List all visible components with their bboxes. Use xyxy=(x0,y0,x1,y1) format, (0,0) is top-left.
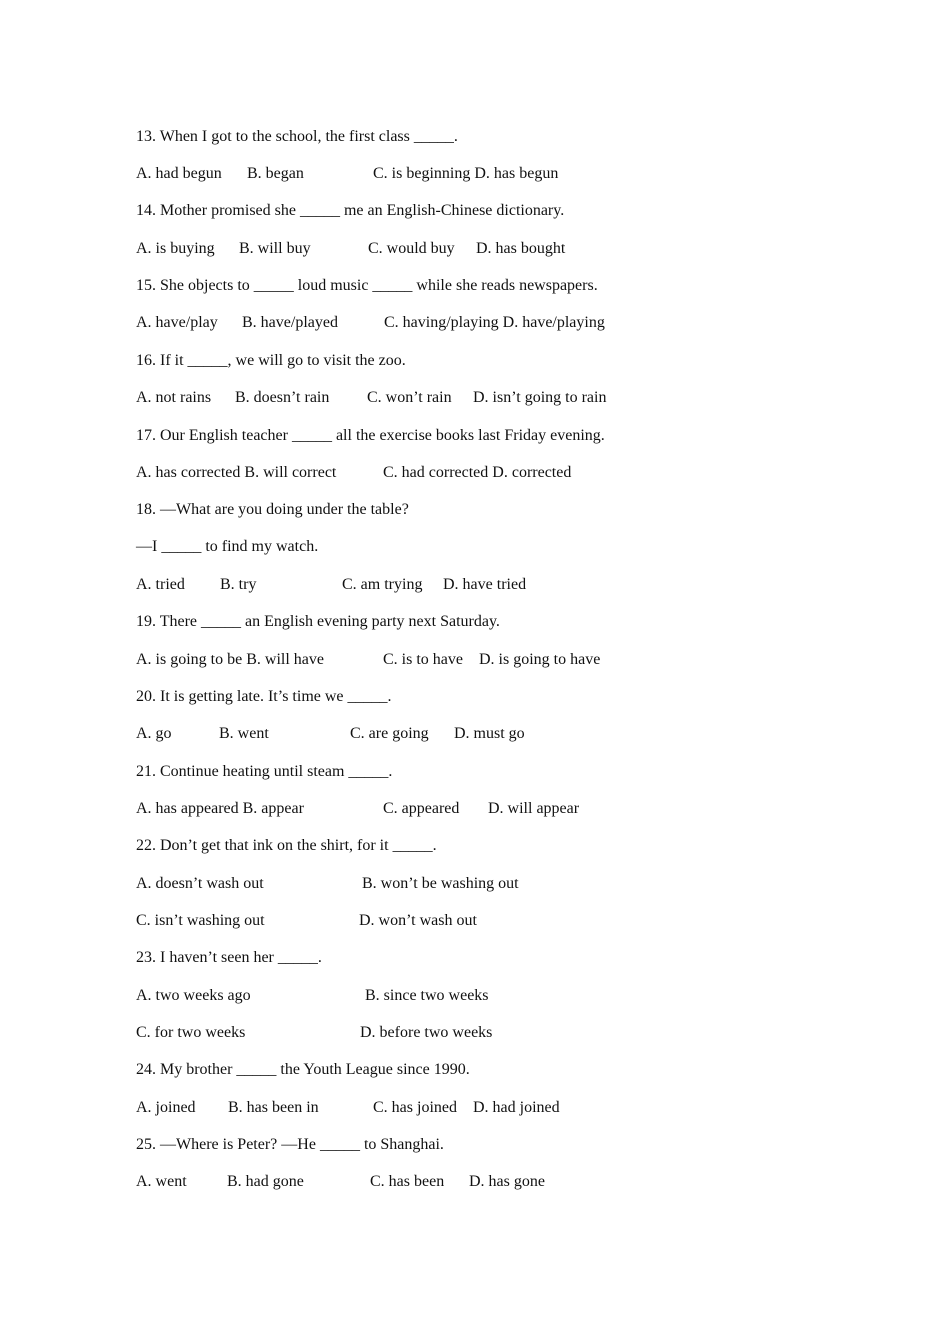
option-b: B. went xyxy=(219,725,269,742)
option-a: A. is buying xyxy=(136,240,215,257)
option-d: D. had joined xyxy=(473,1099,560,1116)
option-c: C. won’t rain xyxy=(367,389,452,406)
option-b: B. will buy xyxy=(239,240,311,257)
question-20-stem: 20. It is getting late. It’s time we _____. xyxy=(136,688,392,705)
option-a: A. tried xyxy=(136,576,185,593)
option-a: A. not rains xyxy=(136,389,212,406)
option-c: C. has been xyxy=(370,1173,445,1190)
question-18-stem-reply: —I _____ to find my watch. xyxy=(136,538,319,555)
option-c: C. has joined xyxy=(373,1099,457,1116)
option-c: C. would buy xyxy=(368,240,455,257)
option-a-b: A. is going to be B. will have xyxy=(136,651,324,668)
option-d: D. has bought xyxy=(476,240,566,257)
option-d: D. isn’t going to rain xyxy=(473,389,607,406)
question-18-options xyxy=(136,574,527,596)
option-d: D. have tried xyxy=(443,576,527,593)
option-c-d: C. is beginning D. has begun xyxy=(373,165,559,182)
question-22-options-row-1 xyxy=(136,873,519,895)
question-23-options-row-1 xyxy=(136,985,489,1007)
question-20-options xyxy=(136,723,525,745)
question-14-options xyxy=(136,238,566,260)
option-a: A. have/play xyxy=(136,314,218,331)
question-16-stem: 16. If it _____, we will go to visit the zoo. xyxy=(136,352,406,369)
question-21-options xyxy=(136,798,580,820)
option-b: B. won’t be washing out xyxy=(362,875,519,892)
option-d: D. won’t wash out xyxy=(359,912,477,929)
question-19-options xyxy=(136,649,601,671)
option-a-b: A. has appeared B. appear xyxy=(136,800,304,817)
option-a-b: A. has corrected B. will correct xyxy=(136,464,337,481)
option-d: D. before two weeks xyxy=(360,1024,493,1041)
question-13-options xyxy=(136,163,559,185)
option-d: D. must go xyxy=(454,725,525,742)
question-14-stem: 14. Mother promised she _____ me an English-Chinese dictionary. xyxy=(136,202,565,219)
option-b: B. doesn’t rain xyxy=(235,389,330,406)
question-24-stem: 24. My brother _____ the Youth League since 1990. xyxy=(136,1061,470,1078)
option-b: B. had gone xyxy=(227,1173,304,1190)
option-c-d: C. had corrected D. corrected xyxy=(383,464,572,481)
option-a: A. had begun xyxy=(136,165,222,182)
option-c-d: C. having/playing D. have/playing xyxy=(384,314,605,331)
question-15-options xyxy=(136,312,605,334)
question-22-options-row-2 xyxy=(136,910,477,932)
question-19-stem: 19. There _____ an English evening party next Saturday. xyxy=(136,613,500,630)
option-b: B. try xyxy=(220,576,257,593)
option-a: A. went xyxy=(136,1173,187,1190)
question-13-stem: 13. When I got to the school, the first class _____. xyxy=(136,128,458,145)
question-23-stem: 23. I haven’t seen her _____. xyxy=(136,949,322,966)
question-17-options xyxy=(136,462,572,484)
option-c: C. isn’t washing out xyxy=(136,912,265,929)
question-25-options xyxy=(136,1171,545,1193)
question-24-options xyxy=(136,1097,560,1119)
option-d: D. will appear xyxy=(488,800,580,817)
option-a: A. two weeks ago xyxy=(136,987,251,1004)
option-c: C. am trying xyxy=(342,576,423,593)
question-15-stem: 15. She objects to _____ loud music _____ while she reads newspapers. xyxy=(136,277,598,294)
option-b: B. began xyxy=(247,165,304,182)
option-c: C. are going xyxy=(350,725,429,742)
option-d: D. has gone xyxy=(469,1173,545,1190)
option-d: D. is going to have xyxy=(479,651,601,668)
question-21-stem: 21. Continue heating until steam _____. xyxy=(136,763,393,780)
option-a: A. doesn’t wash out xyxy=(136,875,264,892)
option-b: B. have/played xyxy=(242,314,338,331)
option-c: C. appeared xyxy=(383,800,460,817)
option-b: B. has been in xyxy=(228,1099,319,1116)
option-a: A. joined xyxy=(136,1099,196,1116)
option-b: B. since two weeks xyxy=(365,987,489,1004)
option-c: C. is to have xyxy=(383,651,463,668)
question-17-stem: 17. Our English teacher _____ all the exercise books last Friday evening. xyxy=(136,427,605,444)
question-25-stem: 25. —Where is Peter? —He _____ to Shanghai. xyxy=(136,1136,444,1153)
option-c: C. for two weeks xyxy=(136,1024,246,1041)
question-22-stem: 22. Don’t get that ink on the shirt, for it _____. xyxy=(136,837,437,854)
question-16-options xyxy=(136,387,607,409)
option-a: A. go xyxy=(136,725,172,742)
question-18-stem: 18. —What are you doing under the table? xyxy=(136,501,409,518)
question-23-options-row-2 xyxy=(136,1022,493,1044)
